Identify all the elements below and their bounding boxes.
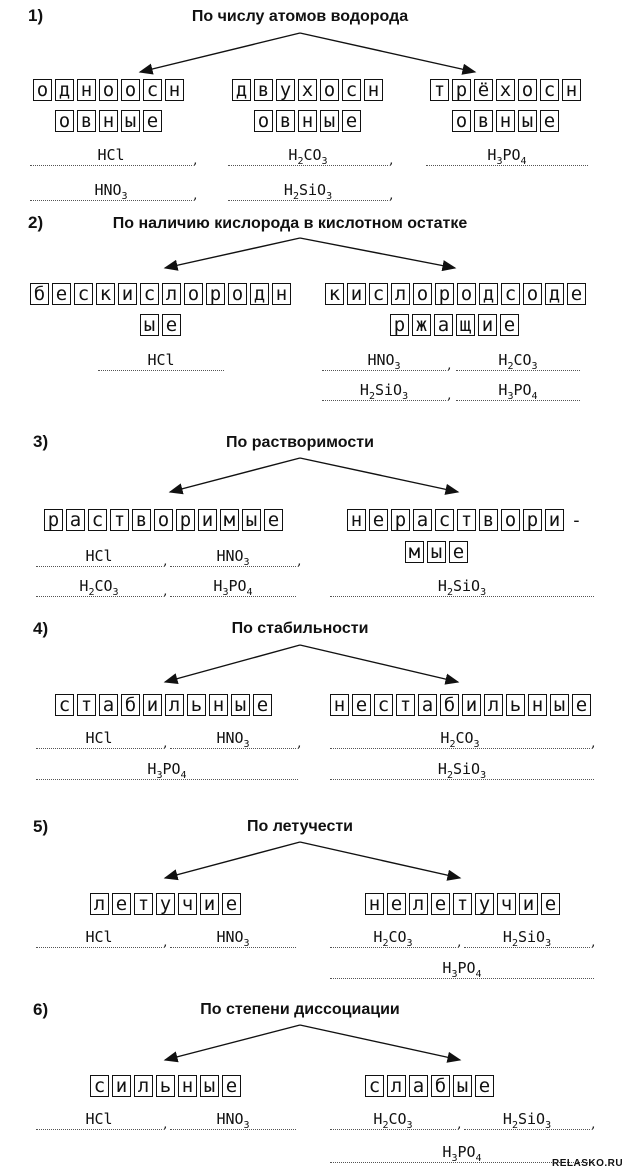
s2-answer-hcl: HCl [98, 348, 224, 371]
s1-g3-word-line2 [452, 110, 559, 132]
comma: , [163, 583, 168, 599]
letter-cell: т [110, 509, 129, 531]
letter-cell: е [222, 893, 241, 915]
letter-cell: с [140, 283, 159, 305]
letter-cell: о [254, 110, 273, 132]
comma: , [193, 152, 198, 168]
s6-answer-h3po4: $H_3PO_4$ [330, 1140, 594, 1163]
comma: , [591, 1116, 596, 1132]
letter-cell: т [134, 893, 153, 915]
letter-cell: е [143, 110, 162, 132]
letter-cell: а [66, 509, 85, 531]
letter-cell: и [198, 509, 217, 531]
letter-cell: е [264, 509, 283, 531]
s2-g2-word-line2 [390, 314, 519, 336]
comma: , [447, 357, 452, 373]
letter-cell: м [405, 541, 424, 563]
section-1-number: 1) [28, 6, 44, 25]
letter-cell: к [325, 283, 344, 305]
s3-answer-h2co3: $H_2CO_3$ [36, 574, 162, 597]
s5-answer-h3po4: $H_3PO_4$ [330, 956, 594, 979]
letter-cell: у [156, 893, 175, 915]
letter-cell: ы [550, 694, 569, 716]
letter-cell: с [369, 283, 388, 305]
arrow-2-right [300, 238, 455, 268]
s5-g1-word-line1 [90, 893, 241, 915]
comma: , [297, 735, 302, 751]
letter-cell: е [162, 314, 181, 336]
letter-cell: ы [518, 110, 537, 132]
letter-cell: д [545, 283, 564, 305]
letter-cell: ж [412, 314, 431, 336]
letter-cell: е [52, 283, 71, 305]
comma: , [163, 1116, 168, 1132]
arrow-2-left [165, 238, 300, 268]
letter-cell: и [478, 314, 497, 336]
letter-cell: о [99, 79, 118, 101]
hyphen: - [571, 510, 582, 531]
s1-g2-word-line1 [232, 79, 383, 101]
letter-cell: н [209, 694, 228, 716]
letter-cell: в [77, 110, 96, 132]
s1-answer-h3po4: $H_3PO_4$ [426, 143, 588, 166]
s6-answer-h2co3: $H_2CO_3$ [330, 1107, 456, 1130]
letter-cell: л [162, 283, 181, 305]
s3-g2-word-line1 [347, 509, 564, 531]
letter-cell: е [352, 694, 371, 716]
letter-cell: с [435, 509, 454, 531]
letter-cell: о [457, 283, 476, 305]
s2-g2-word-line1 [325, 283, 586, 305]
s1-g3-word-line1 [430, 79, 581, 101]
section-2-number: 2) [28, 213, 44, 232]
s1-answer-h2sio3: $H_2SiO_3$ [228, 178, 388, 201]
letter-cell: е [431, 893, 450, 915]
s6-g1-word-line1 [90, 1075, 241, 1097]
comma: , [389, 187, 394, 203]
letter-cell: в [474, 110, 493, 132]
arrow-1-left [140, 33, 300, 72]
section-1-heading: По числу атомов водорода [191, 8, 409, 25]
s4-answer-h2co3: $H_2CO_3$ [330, 726, 590, 749]
letter-cell: р [523, 509, 542, 531]
comma: , [193, 187, 198, 203]
letter-cell: с [90, 1075, 109, 1097]
letter-cell: ы [200, 1075, 219, 1097]
letter-cell: в [479, 509, 498, 531]
section-4-number: 4) [33, 619, 49, 638]
letter-cell: р [176, 509, 195, 531]
letter-cell: и [200, 893, 219, 915]
s1-g1-word-line1 [33, 79, 184, 101]
letter-cell: е [500, 314, 519, 336]
arrow-5-right [300, 842, 460, 878]
letter-cell: л [387, 1075, 406, 1097]
letter-cell: о [523, 283, 542, 305]
s1-answer-hno3: $HNO_3$ [30, 178, 192, 201]
letter-cell: н [298, 110, 317, 132]
section-6-heading: По степени диссоциации [200, 1001, 400, 1018]
letter-cell: н [562, 79, 581, 101]
letter-cell: ь [506, 694, 525, 716]
letter-cell: л [90, 893, 109, 915]
letter-cell: о [228, 283, 247, 305]
comma: , [163, 735, 168, 751]
letter-cell: и [118, 283, 137, 305]
s6-answer-h2sio3: $H_2SiO_3$ [464, 1107, 590, 1130]
letter-cell: о [33, 79, 52, 101]
s3-answer-h2sio3: $H_2SiO_3$ [330, 574, 594, 597]
comma: , [457, 934, 462, 950]
letter-cell: р [206, 283, 225, 305]
section-3-number: 3) [33, 432, 49, 451]
s1-g1-word-line2 [55, 110, 162, 132]
arrow-4-left [165, 645, 300, 682]
section-6-number: 6) [33, 1000, 49, 1019]
letter-cell: б [121, 694, 140, 716]
letter-cell: о [55, 110, 74, 132]
s3-g1-word-line1 [44, 509, 283, 531]
letter-cell: т [77, 694, 96, 716]
letter-cell: ы [121, 110, 140, 132]
arrow-3-left [170, 458, 300, 492]
s1-answer-hcl: HCl [30, 143, 192, 166]
letter-cell: с [88, 509, 107, 531]
s6-g2-word-line1 [365, 1075, 494, 1097]
s2-g1-word-line2 [140, 314, 181, 336]
letter-cell: е [369, 509, 388, 531]
s5-answer-h2co3: $H_2CO_3$ [330, 925, 456, 948]
section-4-heading: По стабильности [231, 620, 369, 637]
s6-answer-hno3: $HNO_3$ [170, 1107, 296, 1130]
arrow-1-right [300, 33, 475, 72]
letter-cell: е [572, 694, 591, 716]
letter-cell: с [55, 694, 74, 716]
letter-cell: е [449, 541, 468, 563]
letter-cell: е [541, 893, 560, 915]
comma: , [457, 1116, 462, 1132]
letter-cell: в [276, 110, 295, 132]
letter-cell: е [475, 1075, 494, 1097]
letter-cell: н [77, 79, 96, 101]
letter-cell: е [342, 110, 361, 132]
letter-cell: л [165, 694, 184, 716]
letter-cell: с [342, 79, 361, 101]
s2-answer-h2sio3: $H_2SiO_3$ [322, 378, 446, 401]
s1-answer-h2co3: $H_2CO_3$ [228, 143, 388, 166]
letter-cell: ы [427, 541, 446, 563]
comma: , [591, 735, 596, 751]
s4-answer-hno3: $HNO_3$ [170, 726, 296, 749]
letter-cell: ы [231, 694, 250, 716]
s4-g1-word-line1 [55, 694, 272, 716]
arrow-3-right [300, 458, 458, 492]
letter-cell: к [96, 283, 115, 305]
letter-cell: с [501, 283, 520, 305]
letter-cell: т [457, 509, 476, 531]
letter-cell: и [545, 509, 564, 531]
letter-cell: с [374, 694, 393, 716]
section-5-heading: По летучести [246, 818, 354, 835]
s4-answer-h2sio3: $H_2SiO_3$ [330, 757, 594, 780]
letter-cell: н [165, 79, 184, 101]
comma: , [447, 387, 452, 403]
letter-cell: и [519, 893, 538, 915]
letter-cell: о [518, 79, 537, 101]
letter-cell: е [112, 893, 131, 915]
letter-cell: е [540, 110, 559, 132]
letter-cell: с [365, 1075, 384, 1097]
letter-cell: р [391, 509, 410, 531]
section-5-number: 5) [33, 817, 49, 836]
comma: , [389, 152, 394, 168]
letter-cell: ч [497, 893, 516, 915]
letter-cell: о [121, 79, 140, 101]
letter-cell: и [112, 1075, 131, 1097]
letter-cell: о [320, 79, 339, 101]
s1-g2-word-line2 [254, 110, 361, 132]
letter-cell: н [496, 110, 515, 132]
letter-cell: ы [140, 314, 159, 336]
letter-cell: е [253, 694, 272, 716]
letter-cell: о [452, 110, 471, 132]
letter-cell: л [484, 694, 503, 716]
section-2-heading: По наличию кислорода в кислотном остатке [112, 215, 468, 232]
letter-cell: и [143, 694, 162, 716]
letter-cell: м [220, 509, 239, 531]
watermark: RELASKO.RU [552, 1158, 624, 1169]
letter-cell: ы [242, 509, 261, 531]
s2-answer-h3po4: $H_3PO_4$ [456, 378, 580, 401]
s4-answer-hcl: HCl [36, 726, 162, 749]
s3-answer-hcl: HCl [36, 544, 162, 567]
letter-cell: а [409, 1075, 428, 1097]
letter-cell: а [413, 509, 432, 531]
letter-cell: н [364, 79, 383, 101]
s3-answer-hno3: $HNO_3$ [170, 544, 296, 567]
letter-cell: л [391, 283, 410, 305]
letter-cell: т [430, 79, 449, 101]
letter-cell: ы [320, 110, 339, 132]
letter-cell: и [347, 283, 366, 305]
letter-cell: а [418, 694, 437, 716]
letter-cell: н [272, 283, 291, 305]
s5-answer-hno3: $HNO_3$ [170, 925, 296, 948]
letter-cell: в [254, 79, 273, 101]
letter-cell: е [567, 283, 586, 305]
s3-g2-word-line2 [405, 541, 468, 563]
letter-cell: б [431, 1075, 450, 1097]
s6-answer-hcl: HCl [36, 1107, 162, 1130]
letter-cell: р [390, 314, 409, 336]
letter-cell: ь [156, 1075, 175, 1097]
arrow-5-left [165, 842, 300, 878]
letter-cell: т [396, 694, 415, 716]
s5-g2-word-line1 [365, 893, 560, 915]
letter-cell: д [479, 283, 498, 305]
letter-cell: у [276, 79, 295, 101]
comma: , [163, 553, 168, 569]
arrow-6-right [300, 1025, 460, 1060]
comma: , [591, 934, 596, 950]
letter-cell: н [99, 110, 118, 132]
letter-cell: д [250, 283, 269, 305]
letter-cell: х [496, 79, 515, 101]
letter-cell: и [462, 694, 481, 716]
letter-cell: н [365, 893, 384, 915]
letter-cell: о [413, 283, 432, 305]
s5-answer-h2sio3: $H_2SiO_3$ [464, 925, 590, 948]
letter-cell: н [347, 509, 366, 531]
letter-cell: о [501, 509, 520, 531]
letter-cell: р [44, 509, 63, 531]
letter-cell: р [452, 79, 471, 101]
comma: , [297, 553, 302, 569]
letter-cell: с [540, 79, 559, 101]
letter-cell: с [74, 283, 93, 305]
letter-cell: н [330, 694, 349, 716]
letter-cell: н [178, 1075, 197, 1097]
letter-cell: ь [187, 694, 206, 716]
letter-cell: е [387, 893, 406, 915]
letter-cell: у [475, 893, 494, 915]
letter-cell: ы [453, 1075, 472, 1097]
letter-cell: о [154, 509, 173, 531]
letter-cell: х [298, 79, 317, 101]
comma: , [163, 934, 168, 950]
letter-cell: е [222, 1075, 241, 1097]
arrow-6-left [165, 1025, 300, 1060]
letter-cell: а [434, 314, 453, 336]
arrow-4-right [300, 645, 458, 682]
section-3-heading: По растворимости [226, 434, 374, 451]
letter-cell: д [55, 79, 74, 101]
letter-cell: ч [178, 893, 197, 915]
letter-cell: ё [474, 79, 493, 101]
letter-cell: д [232, 79, 251, 101]
s2-g1-word-line1 [30, 283, 291, 305]
letter-cell: а [99, 694, 118, 716]
letter-cell: щ [456, 314, 475, 336]
letter-cell: с [143, 79, 162, 101]
s4-answer-h3po4: $H_3PO_4$ [36, 757, 298, 780]
letter-cell: л [409, 893, 428, 915]
letter-cell: б [30, 283, 49, 305]
letter-cell: б [440, 694, 459, 716]
s5-answer-hcl: HCl [36, 925, 162, 948]
s4-g2-word-line1 [330, 694, 591, 716]
s2-answer-hno3: $HNO_3$ [322, 348, 446, 371]
letter-cell: р [435, 283, 454, 305]
letter-cell: в [132, 509, 151, 531]
letter-cell: н [528, 694, 547, 716]
s2-answer-h2co3: $H_2CO_3$ [456, 348, 580, 371]
letter-cell: т [453, 893, 472, 915]
letter-cell: о [184, 283, 203, 305]
letter-cell: л [134, 1075, 153, 1097]
s3-answer-h3po4: $H_3PO_4$ [170, 574, 296, 597]
